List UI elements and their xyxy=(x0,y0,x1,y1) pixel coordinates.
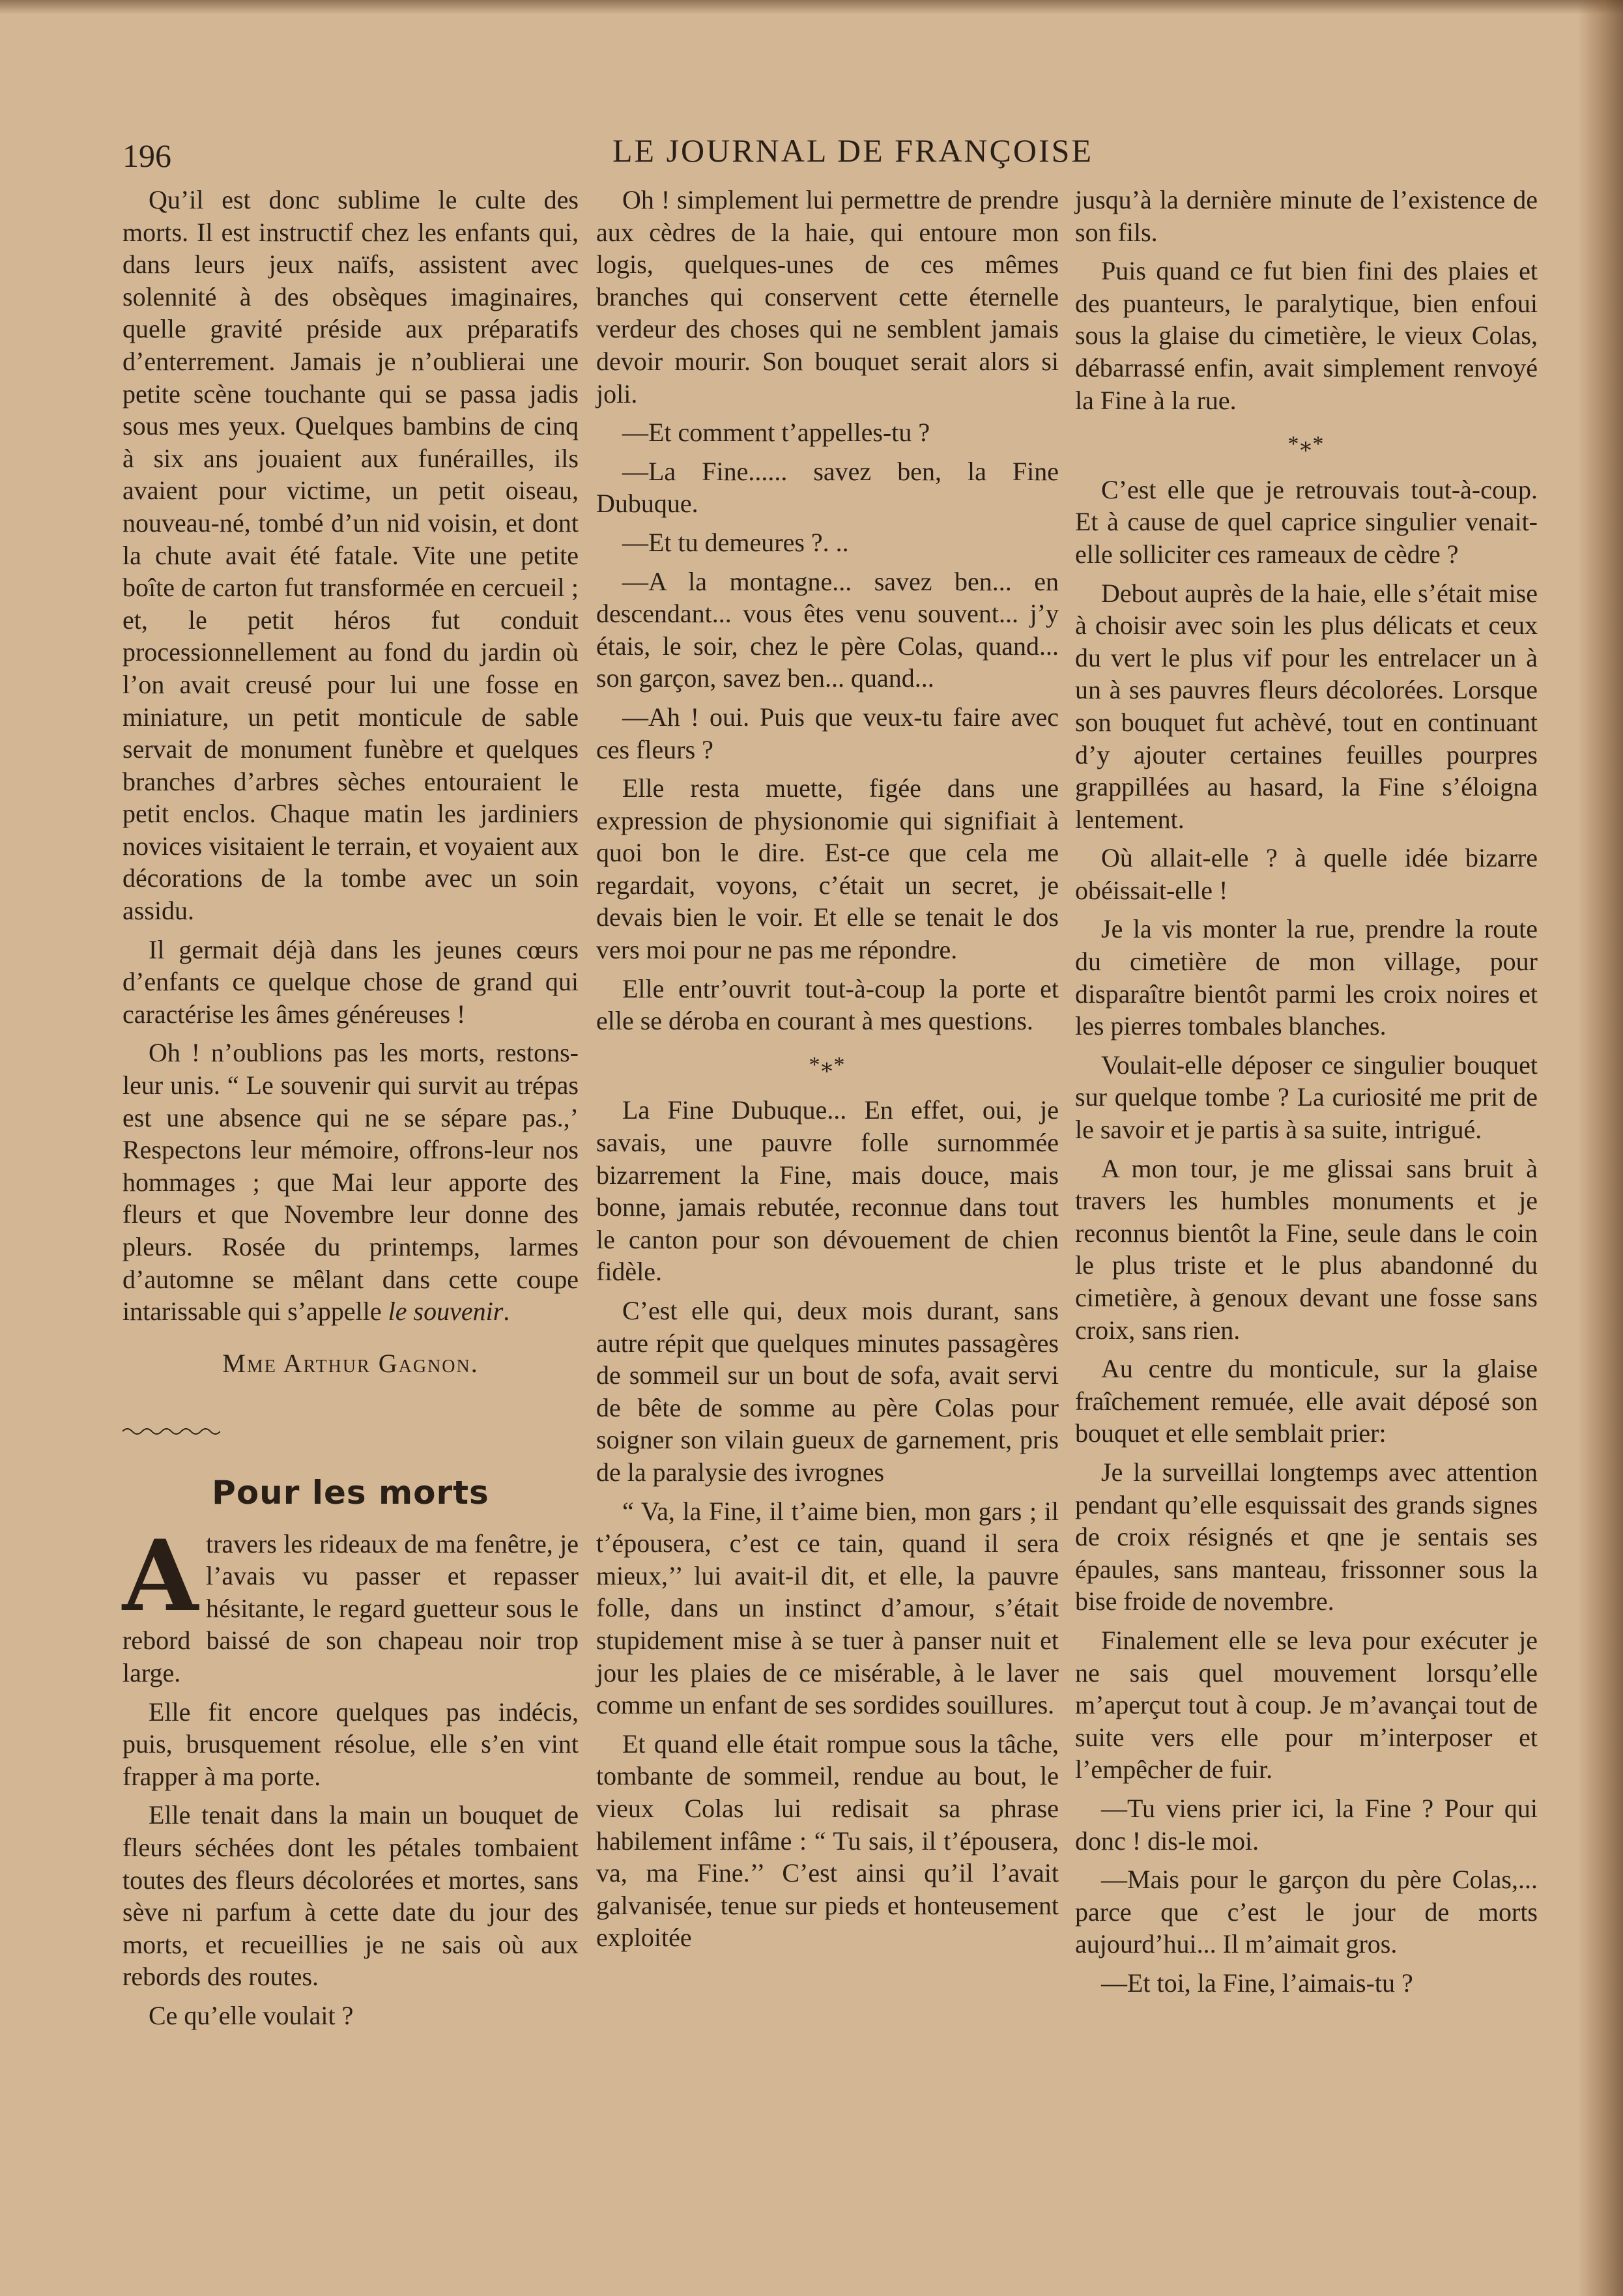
paragraph: Il germait déjà dans les jeunes cœurs d’enfants ce quelque chose de grand qui caractérise les âmes généreuses ! xyxy=(122,934,579,1029)
paragraph: jusqu’à la dernière minute de l’existence de son fils. xyxy=(1075,185,1538,247)
column-3 xyxy=(1075,184,1538,2005)
paragraph: —Et toi, la Fine, l’aimais-tu ? xyxy=(1101,1968,1413,1998)
asterism-divider: *⁎* xyxy=(809,1052,846,1077)
paragraph: Qu’il est donc sublime le culte des morts. Il est instructif chez les enfants qui, dans leurs jeux naïfs, assistent avec solennité à des obsèques imaginaires, quelle gravité préside aux préparatifs d’enterrement. Jamais je n’oublierai une petite scène touchante qui se passa jadis sous mes yeux. Quelques bambins de cinq à six ans jouaient aux funérailles, ils avaient pour victime, un petit oiseau, nouveau-né, tombé d’un nid voisin, et dont la chute avait été fatale. Vite une petite boîte de carton fut transformée en cercueil ; et, le petit héros fut conduit processionnellement au fond du jardin où l’on avait creusé pour lui une fosse en miniature, un petit monticule de sable servait de monument funèbre et quelques branches d’arbres sèches entouraient le petit enclos. Chaque matin les jardiniers novices visitaient le terrain, et voyaient aux décorations de la tombe avec un soin assidu. xyxy=(122,185,579,926)
author-signature: Mme Arthur Gagnon. xyxy=(222,1348,479,1378)
paragraph: Elle entr’ouvrit tout-à-coup la porte et elle se déroba en courant à mes questions. xyxy=(596,973,1059,1036)
paragraph: Elle tenait dans la main un bouquet de fleurs séchées dont les pétales tombaient toutes des fleurs décolorées et mortes, sans sève ni parfum à cette date du jour des morts, et recueillies je ne sais où aux rebords des routes. xyxy=(122,1800,579,1992)
paragraph: Ce qu’elle voulait ? xyxy=(149,2000,354,2030)
page-top-edge xyxy=(0,0,1623,14)
paragraph: Elle fit encore quelques pas indécis, puis, brusquement résolue, elle s’en vint frapper à ma porte. xyxy=(122,1697,579,1791)
paragraph: Finalement elle se leva pour exécuter je ne sais quel mouvement lorsqu’elle m’aperçut tout à coup. Je m’avançai tout de suite vers elle pour m’interposer et l’empêcher de fuir. xyxy=(1075,1625,1538,1785)
drop-cap: A xyxy=(122,1518,199,1633)
paragraph: Elle resta muette, figée dans une expression de physionomie qui signifiait à quoi bon le dire. Est-ce que cela me regardait, voyons, c’était un secret, je devais bien le voir. Et elle se tenait le dos vers moi pour ne pas me répondre. xyxy=(596,773,1059,965)
paragraph: —Et tu demeures ?. .. xyxy=(622,527,849,557)
paragraph: La Fine Dubuque... En effet, oui, je savais, une pauvre folle surnommée bizarrement la Fine, mais douce, mais bonne, jamais rebutée, reconnue dans tout le canton pour son dévouement de chien fidèle. xyxy=(596,1095,1059,1287)
paragraph-text: travers les rideaux de ma fenêtre, je l’avais vu passer et repasser hésitante, le regard guetteur sous le rebord baissé de son chapeau noir trop large. xyxy=(122,1528,579,1687)
paragraph: Debout auprès de la haie, elle s’était mise à choisir avec soin les plus délicats et ceux du vert le plus vif pour les entrelacer un à un à ses pauvres fleurs décolorées. Lorsque son bouquet fut achèvé, tout en continuant d’y ajouter certaines feuilles pourpres grappillées au hasard, la Fine s’éloigna lentement. xyxy=(1075,578,1538,834)
wavy-divider xyxy=(122,1425,220,1438)
paragraph: —La Fine...... savez ben, la Fine Dubuque. xyxy=(596,456,1059,519)
paragraph: C’est elle qui, deux mois durant, sans autre répit que quelques minutes passagères de sommeil sur un bout de sofa, avait servi de bête de somme au père Colas pour soigner son vilain gueux de garnement, pris de la paralysie des ivrognes xyxy=(596,1296,1059,1487)
column-2 xyxy=(596,184,1059,1960)
paragraph: Et quand elle était rompue sous la tâche, tombante de sommeil, rendue au bout, le vieux Colas lui redisait sa phrase habilement infâme : “ Tu sais, il t’épousera, va, ma Fine.’’ C’est ainsi qu’il l’avait galvanisée, tenue sur pieds et honteusement exploitée xyxy=(596,1729,1059,1953)
asterism-divider: *⁎* xyxy=(1287,432,1325,457)
page-binding-edge xyxy=(1577,0,1623,2296)
column-1 xyxy=(122,184,579,2038)
paragraph xyxy=(122,1518,579,1689)
paragraph: Puis quand ce fut bien fini des plaies et des puanteurs, le paralytique, bien enfoui sous la glaise du cimetière, le vieux Colas, débarrassé enfin, avait simplement renvoyé la Fine à la rue. xyxy=(1075,256,1538,415)
paragraph: C’est elle que je retrouvais tout-à-coup. Et à cause de quel caprice singulier venait-elle solliciter ces rameaux de cèdre ? xyxy=(1075,474,1538,569)
paragraph: Je la surveillai longtemps avec attention pendant qu’elle esquissait des grands signes de croix résignés et qne je sentais ses épaules, sans manteau, frissonner sous la bise froide de novembre. xyxy=(1075,1457,1538,1616)
paragraph: Oh ! simplement lui permettre de prendre aux cèdres de la haie, qui entoure mon logis, quelques-unes de ces mêmes branches qui conservent cette éternelle verdeur des choses qui ne semblent jamais devoir mourir. Son bouquet serait alors si joli. xyxy=(596,185,1059,409)
paragraph: —Ah ! oui. Puis que veux-tu faire avec ces fleurs ? xyxy=(596,702,1059,764)
paragraph: —Mais pour le garçon du père Colas,... parce que c’est le jour de morts aujourd’hui... Il m’aimait gros. xyxy=(1075,1865,1538,1959)
paragraph: Au centre du monticule, sur la glaise fraîchement remuée, elle avait déposé son bouquet et elle semblait prier: xyxy=(1075,1354,1538,1448)
paragraph: —A la montagne... savez ben... en descendant... vous êtes venu souvent... j’y étais, le soir, chez le père Colas, quand... son garçon, savez ben... quand... xyxy=(596,566,1059,693)
running-title: LE JOURNAL DE FRANÇOISE xyxy=(612,132,1093,169)
paragraph: Voulait-elle déposer ce singulier bouquet sur quelque tombe ? La curiosité me prit de le savoir et je partis à sa suite, intrigué. xyxy=(1075,1050,1538,1145)
paragraph: —Et comment t’appelles-tu ? xyxy=(622,418,930,448)
paragraph: —Tu viens prier ici, la Fine ? Pour qui donc ! dis-le moi. xyxy=(1075,1793,1538,1856)
paragraph-text: Oh ! n’oublions pas les morts, restons-leur unis. “ Le souvenir qui survit au trépas est une absence qui ne se sépare pas.,’ Respectons leur mémoire, offrons-leur nos hommages ; que Mai leur apporte des fleurs et que Novembre leur donne des pleurs. Rosée du printemps, larmes d’automne se mêlant dans cette coupe intarissable qui s’appelle xyxy=(122,1038,579,1327)
paragraph: Où allait-elle ? à quelle idée bizarre obéissait-elle ! xyxy=(1075,843,1538,905)
section-title: Pour les morts xyxy=(212,1473,489,1512)
italic-text: le souvenir xyxy=(388,1297,504,1327)
paragraph: A mon tour, je me glissai sans bruit à travers les humbles monuments et je reconnus bientôt la Fine, seule dans le coin le plus triste et le plus abandonné du cimetière, à genoux devant une fosse sans croix, sans rien. xyxy=(1075,1153,1538,1345)
paragraph: “ Va, la Fine, il t’aime bien, mon gars ; il t’épousera, c’est ce tain, quand il sera mieux,’’ lui avait-il dit, et elle, la pauvre folle, dans un instinct d’amour, s’était stupidement mise à se tuer à panser nuit et jour les plaies de ce misérable, à le laver comme un enfant de ses sordides souillures. xyxy=(596,1496,1059,1720)
page-number: 196 xyxy=(122,137,171,174)
paragraph: Je la vis monter la rue, prendre la route du cimetière de mon village, pour disparaître bientôt parmi les croix noires et les pierres tombales blanches. xyxy=(1075,914,1538,1041)
paragraph: Oh ! n’oublions pas les morts, restons-leur unis. “ Le souvenir qui survit au trépas est une absence qui ne se sépare pas.,’ Respectons leur mémoire, offrons-leur nos hommages ; que Mai leur apporte des fleurs et que Novembre leur donne des pleurs. Rosée du printemps, larmes d’automne se mêlant dans cette coupe intarissable qui s’appelle le souvenir. xyxy=(122,1038,579,1327)
